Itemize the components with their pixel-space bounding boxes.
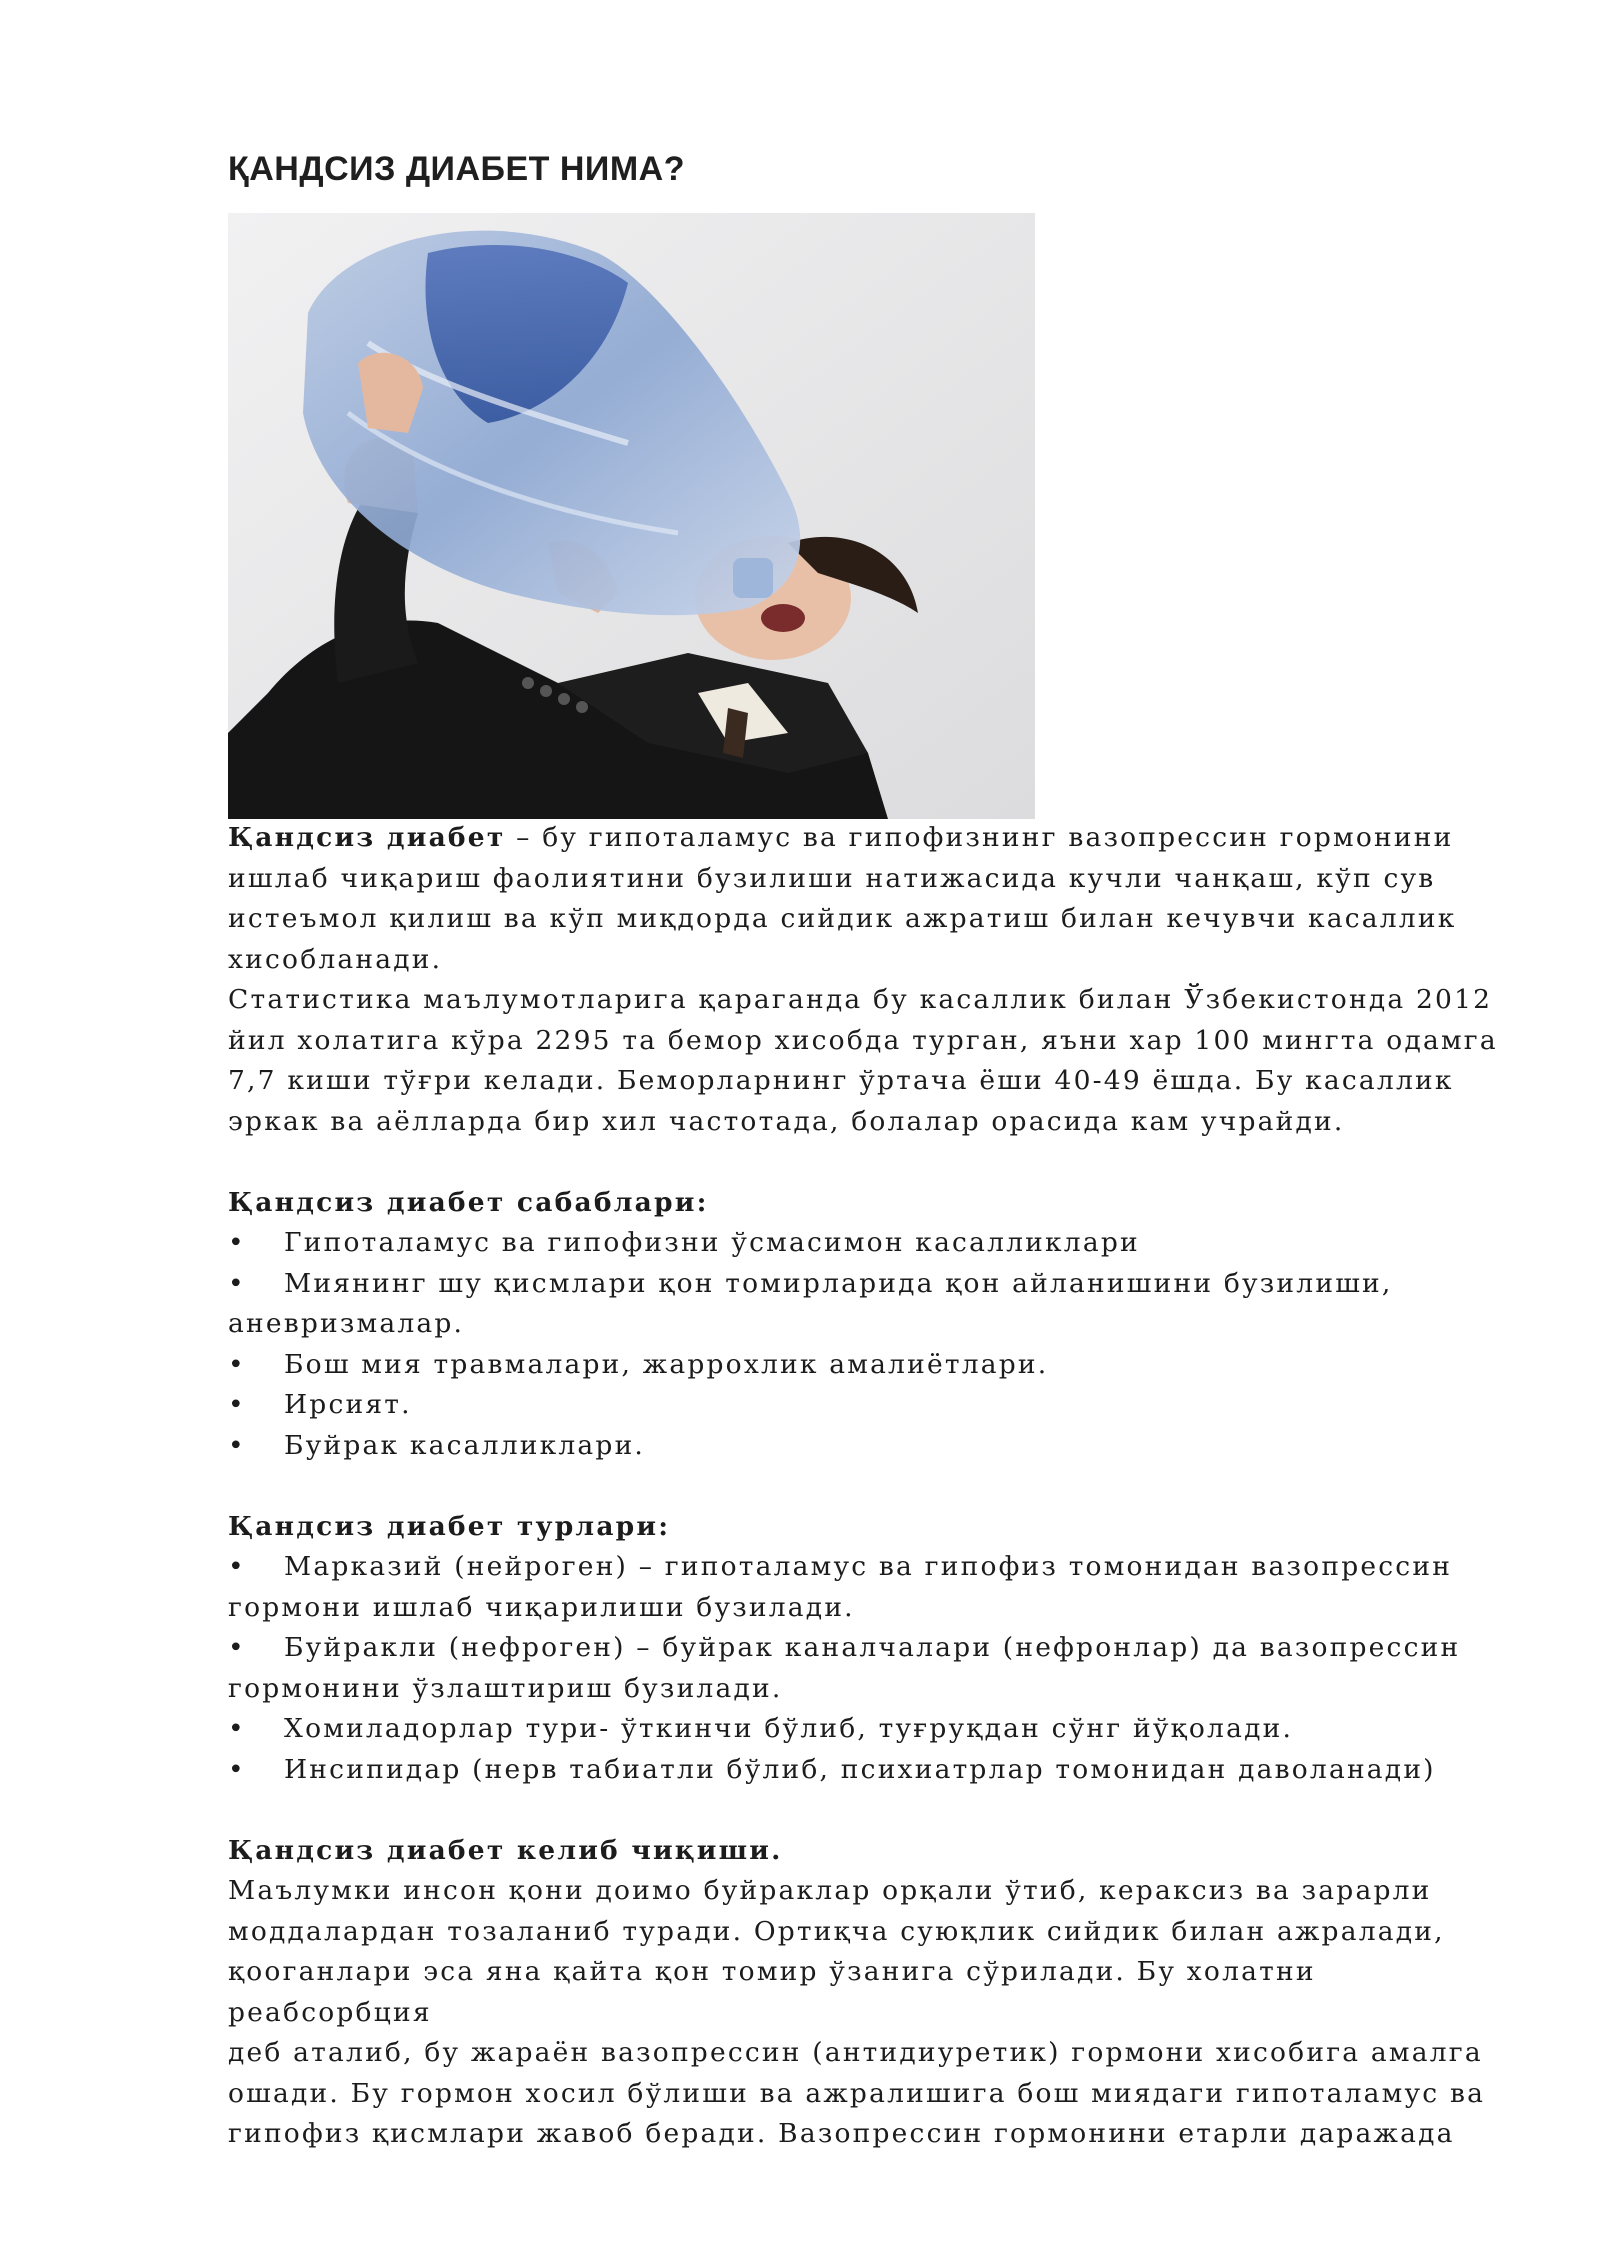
list-item: • Гипоталамус ва гипофизни ўсмасимон касалликлари — [228, 1223, 1528, 1264]
list-item: • Буйрак касалликлари. — [228, 1426, 1528, 1467]
bullet-icon: • — [228, 1429, 246, 1461]
intro-term: Қандсиз диабет — [228, 822, 506, 853]
list-item: • Инсипидар (нерв табиатли бўлиб, психиатрлар томонидан даволанади) — [228, 1750, 1528, 1791]
origin-line: гипофиз қисмлари жавоб беради. Вазопрессин гормонини етарли даражада — [228, 2118, 1455, 2149]
causes-list — [228, 1223, 1528, 1466]
list-item: • Бош мия травмалари, жаррохлик амалиётлари. — [228, 1345, 1528, 1386]
origin-line: моддалардан тозаланиб туради. Ортиқча суюқлик сийдик билан ажралади, — [228, 1915, 1445, 1947]
article-body — [228, 818, 1528, 2155]
types-heading: Қандсиз диабет турлари: — [228, 1510, 671, 1542]
bullet-icon: • — [228, 1267, 246, 1299]
intro-line: – бу гипоталамус ва гипофизнинг вазопрессин гормонини — [505, 822, 1454, 853]
origin-line: қооганлари эса яна қайта қон томир ўзанига сўрилади. Бу холатни реабсорбция — [228, 1956, 1316, 2028]
types-list — [228, 1547, 1528, 1790]
list-item: • Хомиладорлар тури- ўткинчи бўлиб, туғруқдан сўнг йўқолади. — [228, 1709, 1528, 1750]
bullet-icon: • — [228, 1227, 246, 1258]
origin-heading: Қандсиз диабет келиб чиқиши. — [228, 1834, 783, 1866]
list-item: • Миянинг шу қисмлари қон томирларида қон айланишини бузилиши, аневризмалар. — [228, 1264, 1528, 1345]
page-title: ҚАНДСИЗ ДИАБЕТ НИМА? — [228, 150, 685, 188]
intro-paragraph — [228, 818, 1528, 980]
stats-paragraph — [228, 980, 1528, 1142]
stats-line: эркак ва аёлларда бир хил частотада, болалар орасида кам учрайди. — [228, 1105, 1345, 1137]
intro-line: ишлаб чиқариш фаолиятини бузилиши натижасида кучли чанқаш, кўп сув — [228, 862, 1436, 894]
causes-heading: Қандсиз диабет сабаблари: — [228, 1186, 709, 1218]
origin-line: Маълумки инсон қони доимо буйраклар орқали ўтиб, кераксиз ва зарарли — [228, 1875, 1432, 1906]
bullet-icon: • — [228, 1713, 246, 1744]
stats-line: Статистика маълумотларига қараганда бу касаллик билан Ўзбекистонда 2012 — [228, 984, 1493, 1015]
list-item: • Буйракли (нефроген) – буйрак каналчалари (нефронлар) да вазопрессин гормонини ўзлаштириш бузилади. — [228, 1628, 1528, 1709]
stats-line: 7,7 киши тўғри келади. Беморларнинг ўртача ёши 40-49 ёшда. Бу касаллик — [228, 1065, 1454, 1096]
man-drinking-water-photo — [228, 213, 1035, 819]
list-item: • Марказий (нейроген) – гипоталамус ва гипофиз томонидан вазопрессин гормони ишлаб чиқарилиши бузилади. — [228, 1547, 1528, 1628]
stats-line: йил холатига кўра 2295 та бемор хисобда турган, яъни хар 100 мингта одамга — [228, 1024, 1498, 1056]
intro-line: хисобланади. — [228, 943, 443, 975]
bullet-icon: • — [228, 1753, 246, 1785]
bullet-icon: • — [228, 1632, 246, 1663]
bullet-icon: • — [228, 1551, 246, 1582]
origin-paragraph — [228, 1871, 1528, 2155]
intro-line: истеъмол қилиш ва кўп миқдорда сийдик ажратиш билан кечувчи касаллик — [228, 903, 1457, 934]
bullet-icon: • — [228, 1348, 246, 1380]
origin-line: ошади. Бу гормон хосил бўлиши ва ажралишига бош миядаги гипоталамус ва — [228, 2077, 1486, 2109]
origin-line: деб аталиб, бу жараён вазопрессин (антидиуретик) гормони хисобига амалга — [228, 2037, 1483, 2068]
bullet-icon: • — [228, 1389, 246, 1420]
list-item: • Ирсият. — [228, 1385, 1528, 1426]
photo-illustration — [228, 213, 1035, 819]
